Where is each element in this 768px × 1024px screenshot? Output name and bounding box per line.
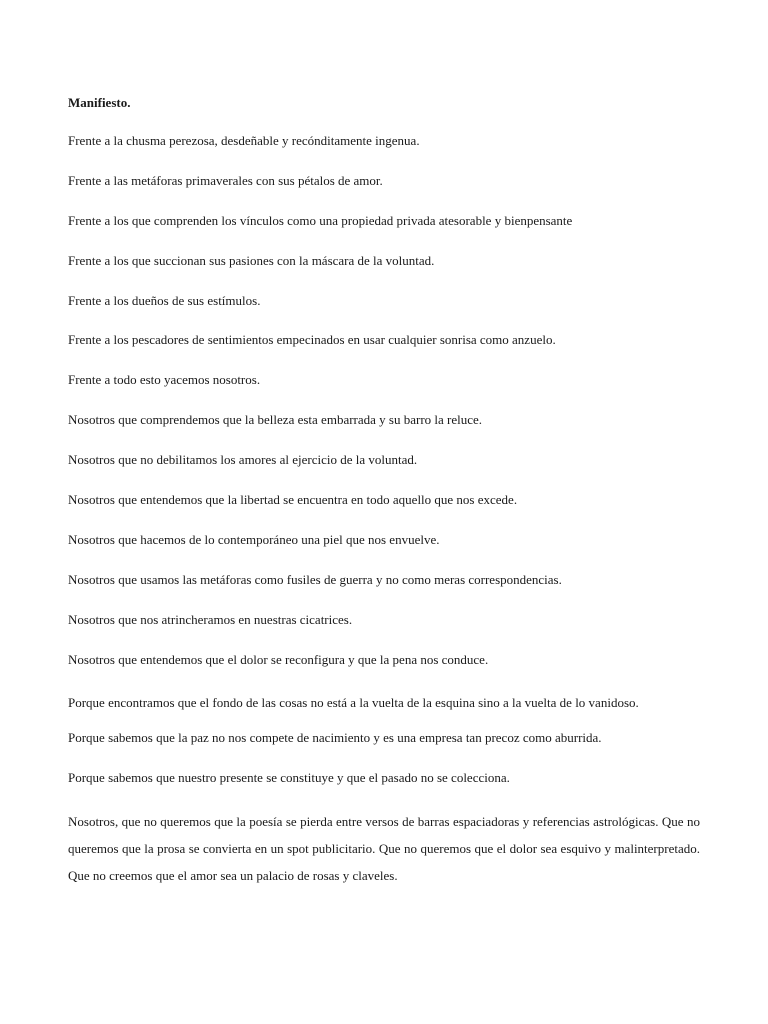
document-page	[68, 93, 700, 909]
paragraph: Nosotros que no debilitamos los amores al ejercicio de la voluntad.	[68, 452, 418, 468]
paragraph: Porque sabemos que la paz no nos compete de nacimiento y es una empresa tan precoz como aburrida.	[68, 730, 602, 746]
paragraph: Nosotros que usamos las metáforas como fusiles de guerra y no como meras correspondencias.	[68, 571, 562, 587]
paragraph: Nosotros que comprendemos que la belleza esta embarrada y su barro la reluce.	[68, 412, 483, 428]
paragraph: Nosotros, que no queremos que la poesía se pierda entre versos de barras espaciadoras y referencias astrológicas. Que no queremos que la prosa se convierta en un spot publicitario. Que no queremos que el dolor sea esquivo y malinterpretado. Que no creemos que el amor sea un palacio de rosas y claveles.	[68, 814, 700, 884]
paragraph: Frente a las metáforas primaverales con sus pétalos de amor.	[68, 172, 383, 188]
paragraph: Porque encontramos que el fondo de las cosas no está a la vuelta de la esquina sino a la vuelta de lo vanidoso.	[68, 695, 639, 711]
paragraph: Nosotros que hacemos de lo contemporáneo una piel que nos envuelve.	[68, 531, 440, 547]
paragraph: Porque sabemos que nuestro presente se constituye y que el pasado no se colecciona.	[68, 770, 510, 786]
paragraph: Nosotros que entendemos que el dolor se reconfigura y que la pena nos conduce.	[68, 651, 489, 667]
paragraph: Frente a la chusma perezosa, desdeñable y recónditamente ingenua.	[68, 133, 420, 148]
document-title: Manifiesto.	[68, 95, 131, 110]
paragraph: Nosotros que entendemos que la libertad se encuentra en todo aquello que nos excede.	[68, 492, 518, 508]
paragraph: Frente a todo esto yacemos nosotros.	[68, 372, 261, 388]
paragraph: Frente a los dueños de sus estímulos.	[68, 292, 261, 308]
paragraph: Nosotros que nos atrincheramos en nuestras cicatrices.	[68, 611, 353, 627]
paragraph: Frente a los pescadores de sentimientos empecinados en usar cualquier sonrisa como anzuelo.	[68, 332, 556, 348]
paragraph: Frente a los que succionan sus pasiones con la máscara de la voluntad.	[68, 252, 435, 268]
paragraph: Frente a los que comprenden los vínculos como una propiedad privada atesorable y bienpensante	[68, 212, 573, 228]
